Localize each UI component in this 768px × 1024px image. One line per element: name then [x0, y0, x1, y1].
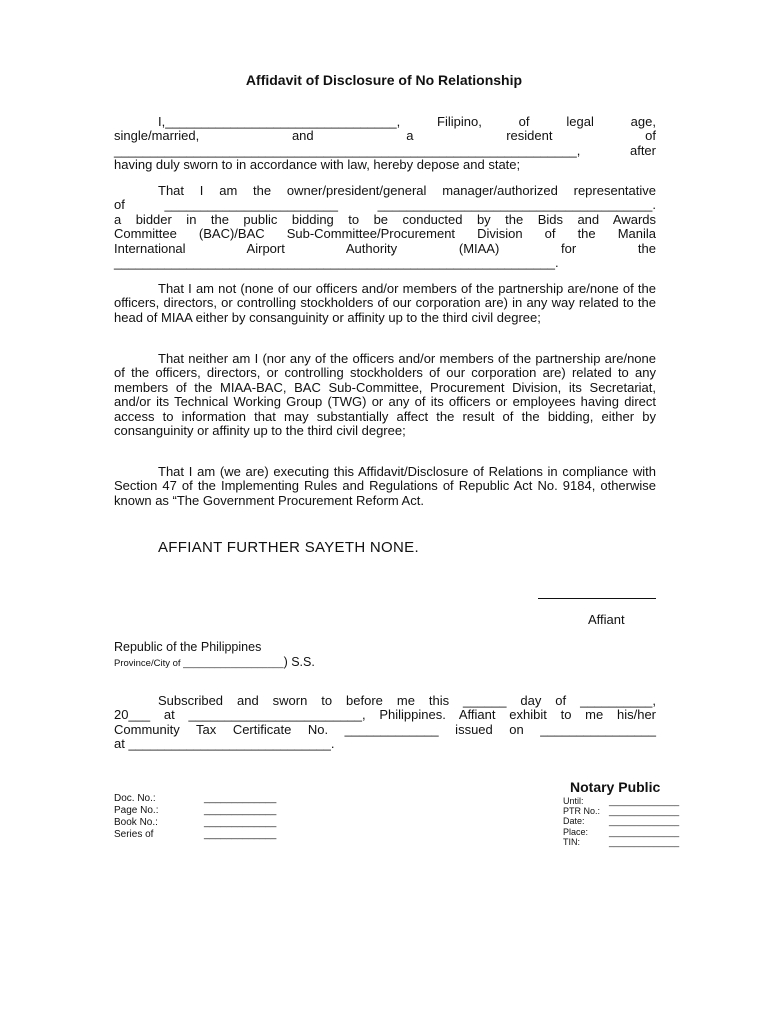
- jurat-paragraph: [114, 694, 656, 752]
- republic-heading: Republic of the Philippines: [114, 640, 262, 654]
- ss-label: ) S.S.: [283, 655, 315, 669]
- notary-row-until: [563, 796, 679, 806]
- identity-line-4: having duly sworn to in accordance with law, hereby depose and state;: [114, 157, 521, 173]
- notary-label: Place:: [563, 826, 589, 837]
- affiant-signature-line: [538, 598, 656, 599]
- no-relation-head-paragraph: That I am not (none of our officers and/or members of the partnership are/none of the officers, directors, or controlling stockholders of our corporation are) in any way related to the head of MIAA either by consanguinity or affinity up to the third civil degree;: [114, 281, 656, 325]
- registry-row-doc: [114, 793, 276, 805]
- notary-row-ptr: [563, 806, 679, 816]
- registry-label: Series of: [114, 829, 154, 840]
- identity-line-1: I,________________________________, Filipino, of legal age,: [158, 114, 656, 129]
- identity-line-2: single/married, and a resident of: [114, 128, 656, 144]
- compliance-paragraph: That I am (we are) executing this Affidavit/Disclosure of Relations in compliance with Section 47 of the Implementing Rules and Regulations of Republic Act No. 9184, otherwise known as “The Government Procurement Reform Act.: [114, 464, 656, 508]
- jurat-line-3: Community Tax Certificate No. _____________ issued on ________________: [114, 721, 656, 737]
- registry-row-series: [114, 829, 276, 841]
- notary-blank: ______________: [609, 836, 680, 847]
- document-title: Affidavit of Disclosure of No Relationship: [245, 72, 523, 88]
- registry-row-page: [114, 805, 276, 817]
- notary-row-tin: [563, 837, 679, 847]
- registry-blank: _____________: [204, 805, 277, 816]
- notary-details: [563, 796, 679, 847]
- affiant-identity-paragraph: [114, 115, 656, 173]
- notary-label: TIN:: [563, 836, 580, 847]
- registry-row-book: [114, 817, 276, 829]
- jurat-line-2: 20___ at ________________________, Philippines. Affiant exhibit to me his/her: [114, 707, 656, 723]
- registry-blank: _____________: [204, 793, 277, 804]
- notary-public-heading: Notary Public: [570, 779, 661, 795]
- representative-line-4: Committee (BAC)/BAC Sub-Committee/Procurement Division of the Manila: [114, 226, 656, 242]
- province-label: Province/City of ___________________: [114, 658, 284, 669]
- notary-blank: ______________: [609, 806, 680, 817]
- representative-line-2: of ________________________ ______________________________________.: [114, 197, 656, 213]
- affiant-further-sayeth: AFFIANT FURTHER SAYETH NONE.: [158, 539, 419, 556]
- representative-paragraph: [114, 184, 656, 270]
- registry-blank: _____________: [204, 817, 277, 828]
- registry-label: Doc. No.:: [114, 793, 156, 804]
- affiant-label: Affiant: [588, 612, 625, 627]
- representative-line-6: _____________________________________________________________.: [114, 255, 559, 271]
- jurat-line-1: Subscribed and sworn to before me this ______ day of __________,: [158, 693, 656, 708]
- notary-label: Until:: [563, 796, 584, 806]
- notarial-registry: [114, 793, 276, 841]
- province-line: [114, 655, 315, 669]
- registry-label: Page No.:: [114, 805, 159, 816]
- representative-line-1: That I am the owner/president/general manager/authorized representative: [158, 183, 656, 198]
- jurat-line-4: at ____________________________.: [114, 736, 335, 752]
- notary-blank: ______________: [609, 816, 680, 827]
- registry-label: Book No.:: [114, 817, 158, 828]
- notary-label: PTR No.:: [563, 806, 601, 817]
- notary-row-date: [563, 816, 679, 826]
- identity-line-3: ________________________________________________________________, after: [114, 142, 656, 158]
- notary-label: Date:: [563, 816, 585, 827]
- notary-blank: ______________: [609, 796, 680, 806]
- no-relation-bac-paragraph: That neither am I (nor any of the officers and/or members of the partnership are/none of the officers, directors, or controlling stockholders of our corporation are) related to any members of the MIAA-BAC, BAC Sub-Committee, Procurement Division, its Secretariat, and/or its Technical Working Group (TWG) or any of its officers or employees having direct access to information that may substantially affect the result of the bidding, either by consanguinity or affinity up to the third civil degree;: [114, 351, 656, 439]
- representative-line-3: a bidder in the public bidding to be conducted by the Bids and Awards: [114, 211, 656, 227]
- notary-blank: ______________: [609, 826, 680, 837]
- notary-row-place: [563, 827, 679, 837]
- registry-blank: _____________: [204, 829, 277, 840]
- representative-line-5: International Airport Authority (MIAA) for the: [114, 240, 656, 256]
